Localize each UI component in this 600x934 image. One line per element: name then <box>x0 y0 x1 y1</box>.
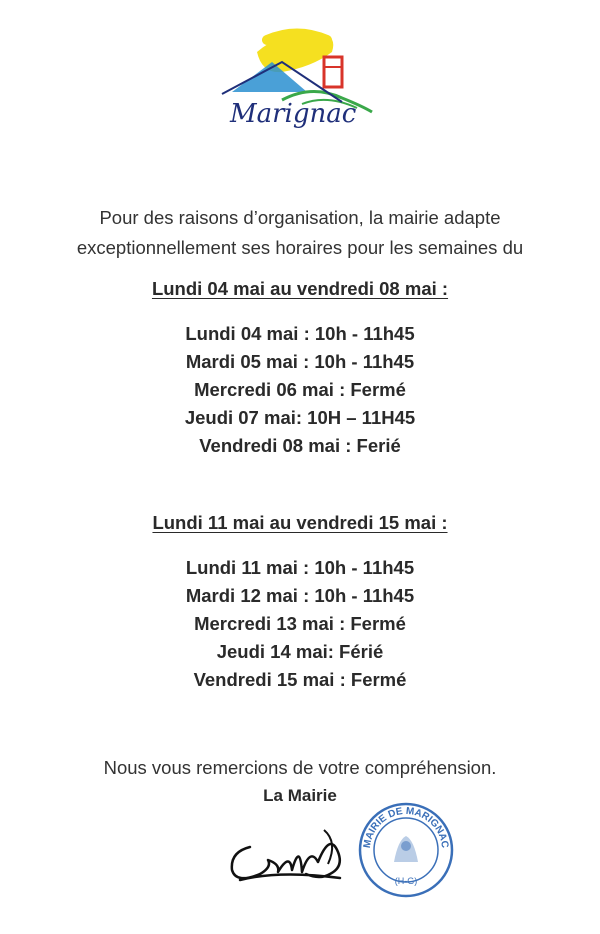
schedule-line: Jeudi 14 mai: Férié <box>216 641 384 662</box>
logo-wordmark: Marignac <box>230 99 357 129</box>
schedule-line: Mardi 05 mai : 10h - 11h45 <box>185 351 415 372</box>
intro-text <box>0 203 600 263</box>
official-stamp <box>356 800 456 900</box>
signature-image <box>220 812 360 902</box>
schedule-line: Jeudi 07 mai: 10H – 11H45 <box>184 407 416 428</box>
week2-schedule <box>0 554 600 694</box>
closing-text: Nous vous remercions de votre compréhension. <box>103 757 497 778</box>
week2-title: Lundi 11 mai au vendredi 15 mai : <box>152 512 448 533</box>
schedule-line: Vendredi 15 mai : Fermé <box>193 669 407 690</box>
schedule-line: Vendredi 08 mai : Ferié <box>199 435 401 456</box>
week1-schedule <box>0 320 600 460</box>
stamp-subtext: (H-G) <box>394 876 418 886</box>
schedule-line: Lundi 04 mai : 10h - 11h45 <box>185 323 415 344</box>
stamp-text: MAIRIE DE MARIGNAC <box>361 805 451 849</box>
marignac-logo <box>212 22 382 132</box>
schedule-line: Mardi 12 mai : 10h - 11h45 <box>185 585 415 606</box>
intro-line-1: Pour des raisons d’organisation, la mairie adapte <box>99 207 501 228</box>
intro-line-2: exceptionnellement ses horaires pour les semaines du <box>76 237 524 258</box>
schedule-line: Mercredi 06 mai : Fermé <box>194 379 406 400</box>
signoff: La Mairie <box>263 786 337 805</box>
schedule-line: Lundi 11 mai : 10h - 11h45 <box>185 557 415 578</box>
schedule-line: Mercredi 13 mai : Fermé <box>194 613 406 634</box>
week1-title: Lundi 04 mai au vendredi 08 mai : <box>151 278 449 299</box>
